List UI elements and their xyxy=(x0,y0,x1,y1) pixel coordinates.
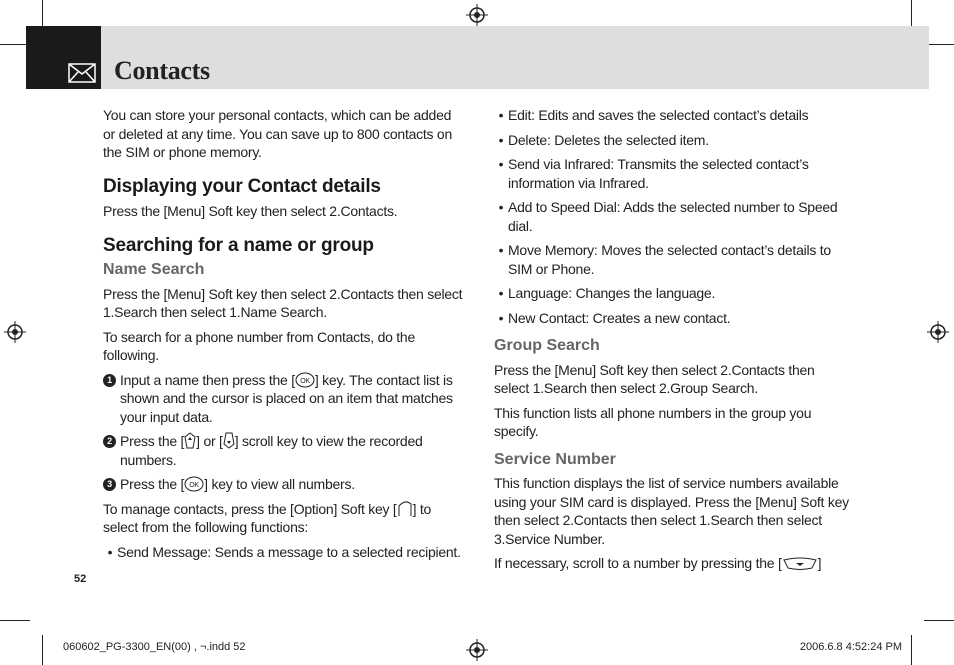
section-heading-search: Searching for a name or group xyxy=(103,234,374,256)
step-text-part: ] scroll key to view the recorded numbers. xyxy=(120,433,423,468)
step-item xyxy=(103,371,463,427)
subheading-name-search: Name Search xyxy=(103,261,205,278)
svg-text:OK: OK xyxy=(300,377,310,385)
ok-key-icon xyxy=(184,476,204,492)
group-search-paragraph: Press the [Menu] Soft key then select 2.Contacts then select 1.Search then select 2.Group Search. xyxy=(494,361,815,396)
crop-mark xyxy=(0,620,30,621)
step-text-part: Input a name then press the [ xyxy=(120,371,295,388)
step-number: 1 xyxy=(103,374,116,387)
name-search-paragraph: Press the [Menu] Soft key then select 2.Contacts then select 1.Search then select 1.Name Search. xyxy=(103,285,463,320)
page-title: Contacts xyxy=(114,56,210,85)
function-list-item: • Send Message: Sends a message to a selected recipient. xyxy=(107,543,461,560)
function-list-item: • Delete: Deletes the selected item. xyxy=(498,131,709,148)
scroll-down-key-icon xyxy=(223,432,235,449)
manage-paragraph xyxy=(103,500,463,537)
step-text-part: ] key. The contact list is shown and the cursor is placed on an item that matches your input data. xyxy=(120,371,453,425)
section-heading-display: Displaying your Contact details xyxy=(103,175,381,197)
service-text-part: If necessary, scroll to a number by pressing the [ xyxy=(494,555,782,571)
ok-key-icon xyxy=(295,372,315,388)
manage-text-part: To manage contacts, press the [Option] Soft key [ xyxy=(103,500,397,517)
page-number: 52 xyxy=(74,573,87,585)
step-text xyxy=(120,475,463,494)
envelope-icon xyxy=(68,63,96,83)
name-search-paragraph: To search for a phone number from Contacts, do the following. xyxy=(103,328,416,363)
step-text-part: Press the [ xyxy=(120,433,185,449)
registration-mark-icon xyxy=(4,321,26,343)
crop-mark xyxy=(42,635,43,665)
function-list-item: • Language: Changes the language. xyxy=(498,285,716,301)
step-text-part: ] key to view all numbers. xyxy=(204,476,355,492)
registration-mark-icon xyxy=(927,321,949,343)
chapter-header xyxy=(26,26,929,89)
function-list-item: • Move Memory: Moves the selected contact’s details to SIM or Phone. xyxy=(498,242,831,277)
step-text-part: ] or [ xyxy=(196,433,223,449)
navigation-key-icon xyxy=(782,557,818,571)
step-text xyxy=(120,432,463,469)
step-number: 2 xyxy=(103,435,116,448)
registration-mark-icon xyxy=(466,639,488,661)
right-column xyxy=(494,106,850,579)
registration-mark-icon xyxy=(466,4,488,26)
function-list-item: • Edit: Edits and saves the selected contact’s details xyxy=(498,107,809,123)
step-text-part: Press the [ xyxy=(120,476,185,492)
service-number-paragraph xyxy=(494,554,850,573)
subheading-group-search: Group Search xyxy=(494,337,600,354)
function-list-item: • New Contact: Creates a new contact. xyxy=(498,309,731,326)
manage-text-part: ] to select from the following functions: xyxy=(103,500,432,535)
group-search-paragraph: This function lists all phone numbers in the group you specify. xyxy=(494,404,812,439)
function-list-item: • Send via Infrared: Transmits the selected contact’s information via Infrared. xyxy=(498,156,809,191)
intro-paragraph: You can store your personal contacts, which can be added or deleted at any time. You can save up to 800 contacts on the SIM or phone memory. xyxy=(103,107,452,160)
step-number: 3 xyxy=(103,478,116,491)
crop-mark xyxy=(924,620,954,621)
scroll-up-key-icon xyxy=(184,432,196,449)
crop-mark xyxy=(911,635,912,665)
option-soft-key-icon xyxy=(397,500,413,517)
service-number-paragraph: This function displays the list of service numbers available using your SIM card is displayed. Press the [Menu] Soft key then select 2.Contacts then select 1.Search then select 3.Service Number. xyxy=(494,475,849,547)
footer-file-info: 060602_PG-3300_EN(00) , ¬.indd 52 xyxy=(63,641,246,653)
svg-text:OK: OK xyxy=(189,482,199,489)
subheading-service-number: Service Number xyxy=(494,450,616,468)
step-item xyxy=(103,432,463,469)
step-item xyxy=(103,475,463,494)
function-list-item: • Add to Speed Dial: Adds the selected number to Speed dial. xyxy=(498,199,838,234)
service-text-part: ] xyxy=(817,555,822,571)
display-paragraph: Press the [Menu] Soft key then select 2.Contacts. xyxy=(103,203,398,219)
step-text xyxy=(120,371,463,427)
footer-timestamp: 2006.6.8 4:52:24 PM xyxy=(799,641,902,653)
left-column xyxy=(103,106,463,567)
